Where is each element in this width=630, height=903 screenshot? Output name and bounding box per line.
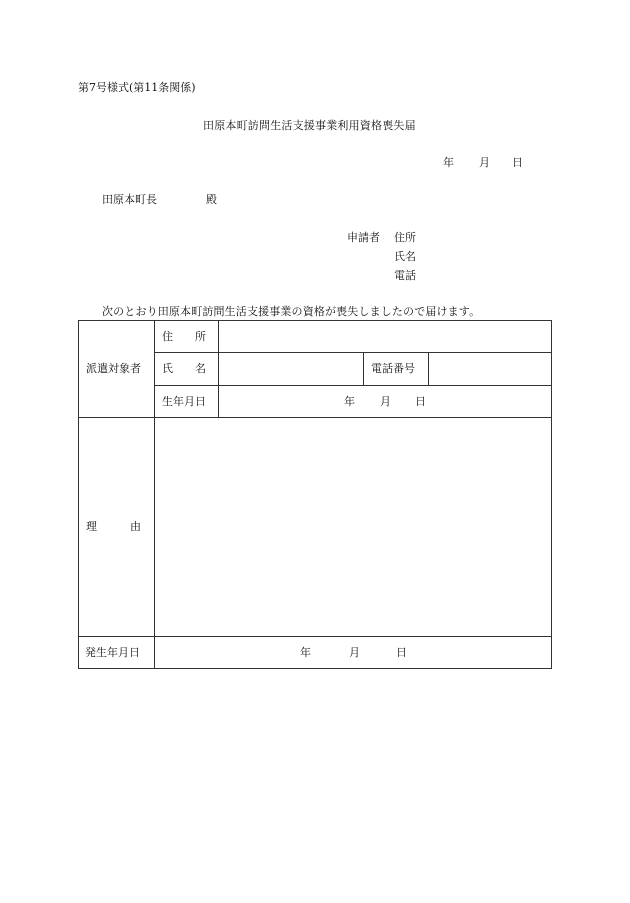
date-day-label: 日 [512,156,523,169]
address-input[interactable] [220,322,550,351]
birth-year-label: 年 [344,395,355,408]
addressee-honorific: 殿 [206,193,217,206]
occurrence-year-label: 年 [300,646,311,659]
phone-label: 電話番号 [371,362,415,375]
reason-input[interactable] [156,419,550,635]
applicant-address-label: 住所 [394,231,416,244]
phone-input[interactable] [430,354,550,384]
intro-text: 次のとおり田原本町訪問生活支援事業の資格が喪失しましたので届けます。 [102,305,481,318]
form-number: 第7号様式(第11条関係) [78,81,196,94]
occurrence-month-label: 月 [349,646,360,659]
addressee: 田原本町長 [102,193,157,206]
address-label: 住 所 [162,330,206,343]
target-person-header: 派遣対象者 [86,362,141,375]
applicant-phone-label: 電話 [394,269,416,282]
name-label: 氏 名 [162,362,206,375]
birth-month-label: 月 [380,395,391,408]
name-input[interactable] [220,354,362,384]
date-month-label: 月 [479,156,490,169]
occurrence-day-label: 日 [396,646,407,659]
reason-label: 理 由 [86,520,141,533]
document-title: 田原本町訪問生活支援事業利用資格喪失届 [203,119,416,132]
applicant-label: 申請者 [347,231,380,244]
occurrence-date-label: 発生年月日 [85,646,140,659]
date-year-label: 年 [443,156,454,169]
birthdate-label: 生年月日 [162,395,206,408]
birth-day-label: 日 [415,395,426,408]
applicant-name-label: 氏名 [394,250,416,263]
